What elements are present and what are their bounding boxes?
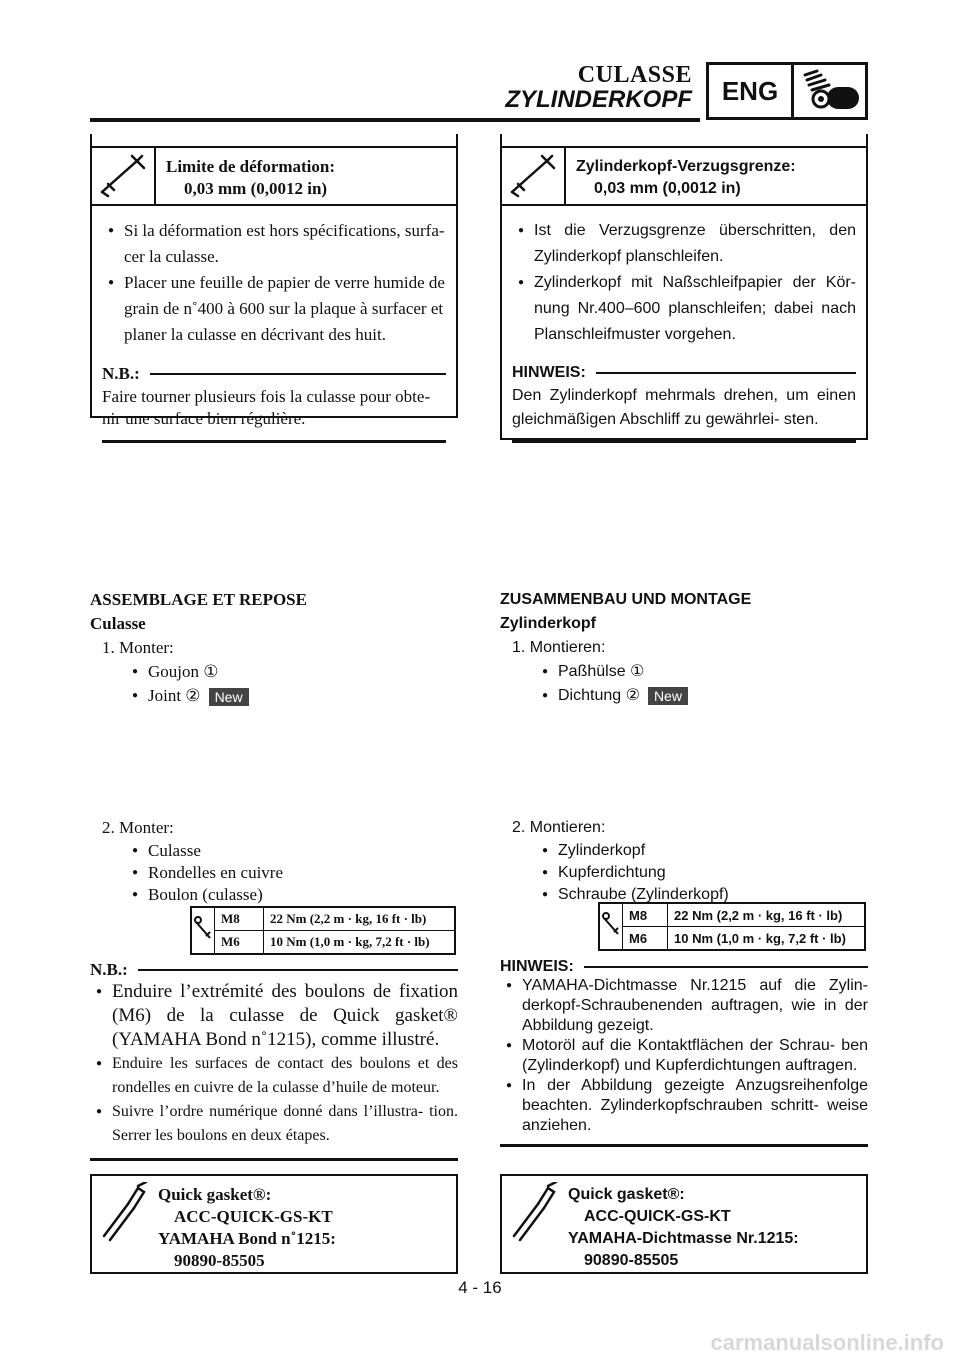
de-tool-line-3: YAMAHA-Dichtmasse Nr.1215: [568,1230,799,1247]
torque-size: M6 [623,927,668,951]
header-title-de: ZYLINDERKOPF [505,86,692,113]
fr-torque-table [190,906,456,955]
fr-nb2-bullet-2: ● Enduire les surfaces de contact des boulons et des rondelles en cuivre de la culasse d’huile de moteur. [90,1052,458,1100]
de-step-2: 2. Montieren: [512,819,606,836]
de-tool-line-2: ACC-QUICK-GS-KT [584,1208,731,1225]
sealant-tool-icon [502,1176,564,1272]
caliper-icon [92,148,156,204]
de-nb2-label: HINWEIS: [500,958,574,975]
fr-bullet-1: ● Si la déformation est hors spécifications, surfa- cer la culasse. [102,218,446,270]
watermark: carmanualsonline.info [710,1330,944,1355]
fr-nb2-rule [90,1158,458,1161]
table-row [191,931,455,955]
de-assembly-section [500,588,868,708]
fr-nb-heading [102,364,446,384]
fr-assembly-section [90,588,458,708]
de-step2-item3: ● Schraube (Zylinderkopf) [536,884,868,906]
table-row [599,903,865,927]
de-step1-item1: ● Paßhülse ① [536,660,868,684]
de-tool-line-1: Quick gasket®: [568,1186,685,1203]
fr-nb2-section [90,960,458,1161]
de-spec-label: Zylinderkopf-Verzugsgrenze: [576,158,796,175]
torque-value: 10 Nm (1,0 m · kg, 7,2 ft · lb) [264,931,456,955]
de-torque-table [598,902,866,951]
fr-assembly-subtitle: Culasse [90,614,146,633]
de-nb2-bullet-1: ● YAMAHA-Dichtmasse Nr.1215 auf die Zylin- derkopf-Schraubenenden auftragen, wie in der Abbildung gezeigt. [500,976,868,1036]
de-inspection-box [500,134,868,440]
eng-label: ENG [709,65,794,117]
header-title-fr: CULASSE [577,62,692,88]
caliper-icon [502,148,566,204]
de-nb2-section [500,958,868,1147]
fr-spec-value: 0,03 mm (0,0012 in) [184,179,328,198]
de-nb-label: HINWEIS: [512,364,586,381]
de-nb2-bullet-2: ● Motoröl auf die Kontaktflächen der Schrau- ben (Zylinderkopf) und Kupferdichtungen auftragen. [500,1036,868,1076]
fr-step2-section [90,816,458,906]
torque-size: M8 [623,903,668,927]
new-badge: New [648,687,688,705]
fr-step1-item2-text: Joint ② [148,686,201,705]
header-rule [90,118,700,122]
torque-size: M6 [215,931,264,955]
de-nb2-heading [500,958,868,976]
fr-nb-text: Faire tourner plusieurs fois la culasse pour obte- nir une surface bien régulière. [102,387,431,428]
de-step2-section [500,816,868,906]
page-number: 4 - 16 [458,1278,502,1297]
fr-nb2-heading [90,960,458,980]
de-tool-box [500,1174,868,1274]
de-step1-item2-text: Dichtung ② [558,687,640,704]
de-step-1: 1. Montieren: [512,639,606,656]
torque-value: 22 Nm (2,2 m · kg, 16 ft · lb) [668,903,866,927]
de-step1-item2 [536,684,868,708]
de-nb-text: Den Zylinderkopf mehrmals drehen, um einen gleichmäßigen Abschliff zu gewährlei- sten. [512,387,856,428]
de-nb-rule [512,440,856,443]
fr-nb2-label: N.B.: [90,960,128,979]
fr-nb-rule [102,440,446,443]
torque-value: 22 Nm (2,2 m · kg, 16 ft · lb) [264,907,456,931]
fr-step1-item2 [126,684,458,708]
fr-spec-row [92,146,456,206]
de-tool-line-4: 90890-85505 [584,1252,679,1269]
fr-tool-box [90,1174,458,1274]
fr-tool-line-4: 90890-85505 [174,1251,265,1270]
wrench-icon [191,907,215,954]
fr-nb-label: N.B.: [102,364,140,383]
wrench-icon [599,903,623,950]
eng-badge [706,62,868,120]
fr-tool-line-1: Quick gasket®: [158,1185,272,1204]
table-row [599,927,865,951]
torque-size: M8 [215,907,264,931]
de-step2-item1: ● Zylinderkopf [536,840,868,862]
fr-step-1: 1. Monter: [102,638,174,657]
de-assembly-title: ZUSAMMENBAU UND MONTAGE [500,591,752,608]
fr-step2-item1: ● Culasse [126,840,458,862]
de-spec-row [502,146,866,206]
de-bullet-1: ● Ist die Verzugsgrenze überschritten, den Zylinderkopf planschleifen. [512,218,856,270]
de-step2-item2: ● Kupferdichtung [536,862,868,884]
new-badge: New [209,688,249,706]
de-nb2-bullet-3: ● In der Abbildung gezeigte Anzugsreihenfolge beachten. Zylinderkopfschrauben schritt- weise anziehen. [500,1076,868,1136]
sealant-tool-icon [92,1176,154,1272]
fr-inspection-box [90,134,458,428]
torque-value: 10 Nm (1,0 m · kg, 7,2 ft · lb) [668,927,866,951]
fr-assembly-title: ASSEMBLAGE ET REPOSE [90,590,307,609]
fr-tool-line-3: YAMAHA Bond n˚1215: [158,1229,336,1248]
de-bullet-2: ● Zylinderkopf mit Naßschleifpapier der Kör- nung Nr.400–600 planschleifen; dabei nach Planschleifmuster vorgehen. [512,270,856,348]
fr-nb2-bullet-3: ● Suivre l’ordre numérique donné dans l’illustra- tion. Serrer les boulons en deux étapes. [90,1100,458,1148]
fr-spec-label: Limite de déformation: [166,157,336,176]
fr-step2-item3: ● Boulon (culasse) [126,884,458,906]
de-assembly-subtitle: Zylinderkopf [500,615,597,632]
fr-nb2-bullet-1: ● Enduire l’extrémité des boulons de fixation (M6) de la culasse de Quick gasket® (YAMAHA Bond n˚1215), comme illustré. [90,980,458,1052]
de-spec-value: 0,03 mm (0,0012 in) [594,180,741,197]
table-row [191,907,455,931]
fr-tool-line-2: ACC-QUICK-GS-KT [174,1207,333,1226]
engine-icon [794,65,865,117]
fr-step1-item1: ● Goujon ① [126,660,458,684]
fr-step-2: 2. Monter: [102,818,174,837]
fr-bullet-2: ● Placer une feuille de papier de verre humide de grain de n˚400 à 600 sur la plaque à surfacer et planer la culasse en décrivant des huit. [102,270,446,348]
fr-step2-item2: ● Rondelles en cuivre [126,862,458,884]
de-nb-heading [512,364,856,382]
de-nb2-rule [500,1144,868,1147]
